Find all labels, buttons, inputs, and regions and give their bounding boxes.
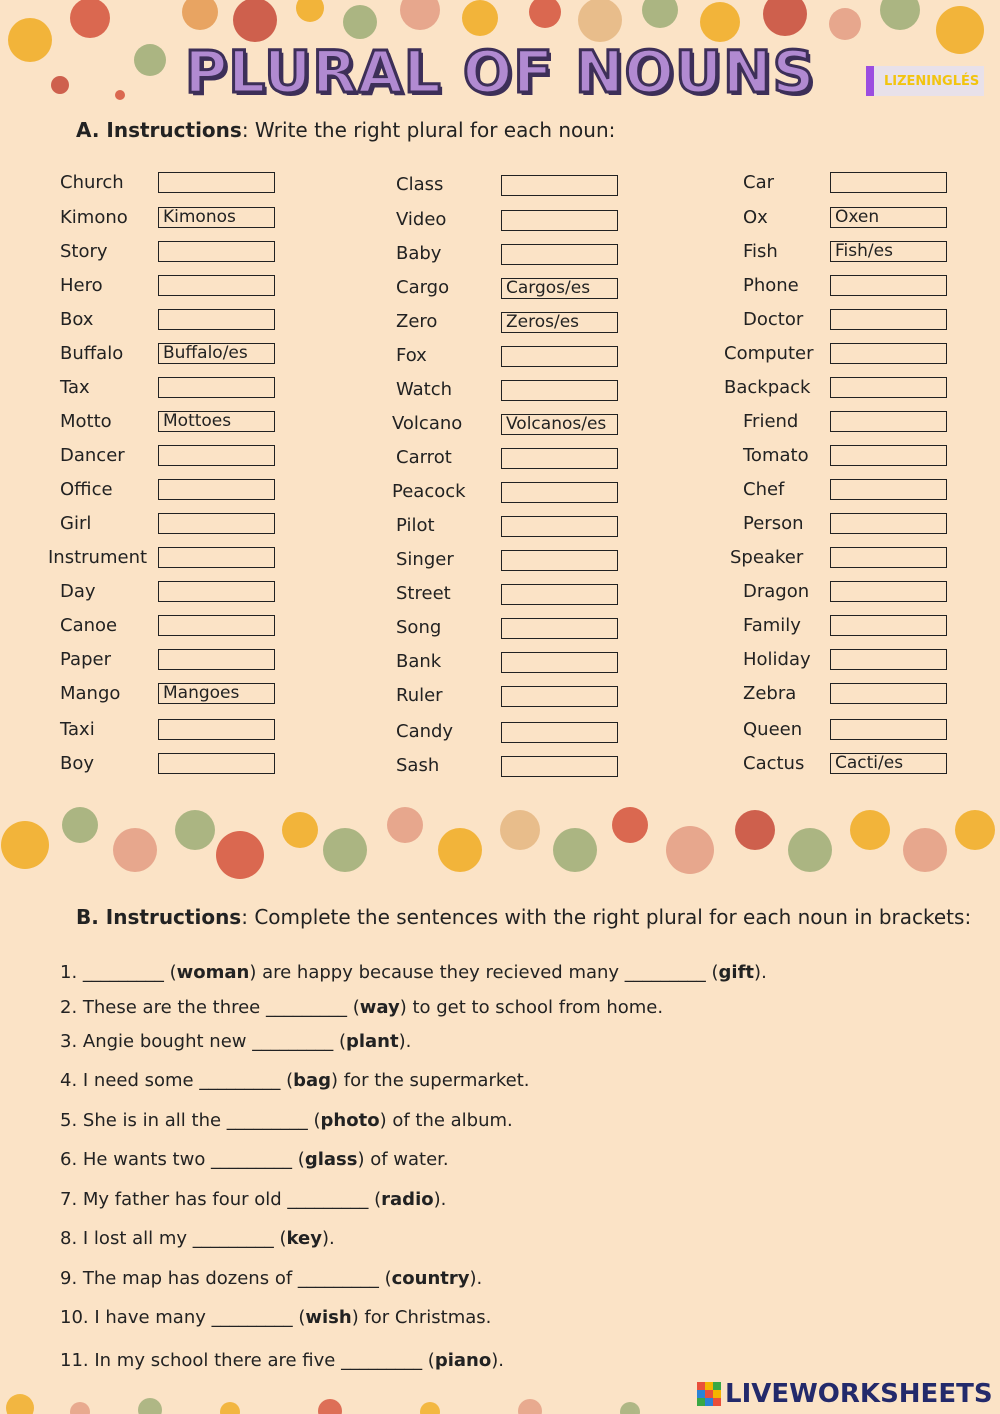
- noun-label: Computer: [724, 343, 814, 364]
- bracket-noun: gift: [718, 962, 755, 983]
- noun-label: Backpack: [724, 377, 811, 398]
- answer-field[interactable]: [830, 172, 947, 193]
- autumn-leaves-divider: [0, 795, 1000, 900]
- noun-label: Fox: [396, 345, 427, 366]
- answer-field[interactable]: [501, 652, 618, 673]
- bracket-noun: country: [391, 1268, 470, 1289]
- noun-label: Song: [396, 617, 442, 638]
- noun-label: Baby: [396, 243, 442, 264]
- sentence-item: [60, 997, 663, 1018]
- sentence-text: 10. I have many _________ (: [60, 1307, 306, 1328]
- sentence-item: [60, 1268, 482, 1289]
- sentence-text: ).: [398, 1031, 412, 1052]
- answer-field[interactable]: Mottoes: [158, 411, 275, 432]
- sentence-text: 3. Angie bought new _________ (: [60, 1031, 346, 1052]
- answer-field[interactable]: [158, 581, 275, 602]
- noun-label: Candy: [396, 721, 454, 742]
- sentence-text: ).: [754, 962, 767, 983]
- sentence-item: [60, 1189, 446, 1210]
- noun-label: Bank: [396, 651, 442, 672]
- sentence-item: [60, 1110, 513, 1131]
- sentence-text: 1. _________ (: [60, 962, 177, 983]
- sentence-text: ) of the album.: [379, 1110, 513, 1131]
- noun-label: Dancer: [60, 445, 125, 466]
- answer-field[interactable]: [501, 380, 618, 401]
- section-a-instructions: [76, 118, 615, 142]
- noun-label: Canoe: [60, 615, 118, 636]
- bracket-noun: key: [286, 1228, 322, 1249]
- answer-field[interactable]: [830, 547, 947, 568]
- answer-field[interactable]: [501, 448, 618, 469]
- sentence-text: ).: [491, 1350, 504, 1371]
- sentence-item: [60, 1307, 491, 1328]
- answer-field[interactable]: [501, 244, 618, 265]
- noun-label: Boy: [60, 753, 95, 774]
- answer-field[interactable]: [830, 683, 947, 704]
- noun-label: Girl: [60, 513, 92, 534]
- noun-label: Pilot: [396, 515, 435, 536]
- noun-label: Day: [60, 581, 96, 602]
- answer-field[interactable]: [830, 411, 947, 432]
- sentence-text: 6. He wants two _________ (: [60, 1149, 305, 1170]
- liveworksheets-logo: [697, 1377, 993, 1411]
- answer-field[interactable]: [158, 377, 275, 398]
- noun-label: Carrot: [396, 447, 452, 468]
- noun-label: Friend: [743, 411, 799, 432]
- noun-label: Class: [396, 174, 444, 195]
- noun-label: Cactus: [743, 753, 805, 774]
- noun-label: Church: [60, 172, 124, 193]
- answer-field[interactable]: Zeros/es: [501, 312, 618, 333]
- bracket-noun: radio: [381, 1189, 434, 1210]
- noun-label: Family: [743, 615, 801, 636]
- answer-field[interactable]: [501, 686, 618, 707]
- noun-label: Video: [396, 209, 447, 230]
- noun-label: Dragon: [743, 581, 810, 602]
- noun-label: Holiday: [743, 649, 811, 670]
- sentence-text: ).: [433, 1189, 447, 1210]
- answer-field[interactable]: [158, 309, 275, 330]
- answer-field[interactable]: Cargos/es: [501, 278, 618, 299]
- noun-label: Person: [743, 513, 804, 534]
- answer-field[interactable]: [830, 275, 947, 296]
- noun-label: Queen: [743, 719, 803, 740]
- section-b-instructions: [76, 905, 971, 929]
- answer-field[interactable]: [830, 513, 947, 534]
- sentence-text: ) for the supermarket.: [331, 1070, 530, 1091]
- sentence-text: 2. These are the three _________ (: [60, 997, 360, 1018]
- answer-field[interactable]: Buffalo/es: [158, 343, 275, 364]
- noun-label: Tax: [60, 377, 90, 398]
- answer-field[interactable]: [158, 445, 275, 466]
- sentence-text: 7. My father has four old _________ (: [60, 1189, 382, 1210]
- noun-label: Zero: [396, 311, 438, 332]
- sentence-item: [60, 962, 767, 983]
- bracket-noun: bag: [293, 1070, 332, 1091]
- noun-label: Car: [743, 172, 774, 193]
- bracket-noun: plant: [345, 1031, 399, 1052]
- noun-label: Volcano: [392, 413, 463, 434]
- noun-label: Speaker: [730, 547, 804, 568]
- noun-label: Office: [60, 479, 113, 500]
- answer-field[interactable]: [501, 175, 618, 196]
- sentence-text: 9. The map has dozens of _________ (: [60, 1268, 392, 1289]
- noun-label: Taxi: [60, 719, 95, 740]
- section-a-text: : Write the right plural for each noun:: [241, 118, 616, 142]
- noun-label: Singer: [396, 549, 454, 570]
- liveworksheets-wordmark: LIVEWORKSHEETS: [725, 1379, 993, 1409]
- answer-field[interactable]: [830, 445, 947, 466]
- answer-field[interactable]: [830, 581, 947, 602]
- sentence-text: ).: [321, 1228, 335, 1249]
- section-b-label: B. Instructions: [76, 905, 242, 929]
- answer-field[interactable]: [830, 649, 947, 670]
- answer-field[interactable]: [501, 584, 618, 605]
- noun-label: Mango: [60, 683, 121, 704]
- sentence-text: ) to get to school from home.: [399, 997, 664, 1018]
- noun-label: Kimono: [60, 207, 128, 228]
- sentence-text: 8. I lost all my _________ (: [60, 1228, 287, 1249]
- noun-label: Street: [396, 583, 451, 604]
- answer-field[interactable]: [158, 172, 275, 193]
- noun-label: Hero: [60, 275, 103, 296]
- sentence-text: 4. I need some _________ (: [60, 1070, 294, 1091]
- sentence-item: [60, 1350, 504, 1371]
- answer-field[interactable]: [501, 722, 618, 743]
- answer-field[interactable]: Volcanos/es: [501, 414, 618, 435]
- answer-field[interactable]: [158, 241, 275, 262]
- liveworksheets-grid-icon: [697, 1382, 721, 1406]
- noun-label: Story: [60, 241, 108, 262]
- answer-field[interactable]: [830, 479, 947, 500]
- sentence-text: ) are happy because they recieved many _________ (: [249, 962, 719, 983]
- answer-field[interactable]: [830, 343, 947, 364]
- noun-label: Instrument: [48, 547, 148, 568]
- noun-label: Fish: [743, 241, 778, 262]
- answer-field[interactable]: [158, 513, 275, 534]
- noun-label: Chef: [743, 479, 785, 500]
- sentence-text: ).: [469, 1268, 483, 1289]
- author-logo: LIZENINGLÉS: [866, 66, 984, 96]
- answer-field[interactable]: [830, 615, 947, 636]
- bracket-noun: piano: [434, 1350, 492, 1371]
- answer-field[interactable]: [158, 649, 275, 670]
- noun-label: Motto: [60, 411, 112, 432]
- noun-label: Buffalo: [60, 343, 124, 364]
- section-b-text: : Complete the sentences with the right plural for each noun in brackets:: [241, 905, 972, 929]
- answer-field[interactable]: [830, 377, 947, 398]
- answer-field[interactable]: [501, 210, 618, 231]
- noun-label: Box: [60, 309, 94, 330]
- sentence-text: 5. She is in all the _________ (: [60, 1110, 321, 1131]
- answer-field[interactable]: [501, 618, 618, 639]
- answer-field[interactable]: [158, 753, 275, 774]
- noun-label: Tomato: [743, 445, 809, 466]
- noun-label: Ox: [743, 207, 768, 228]
- answer-field[interactable]: [158, 479, 275, 500]
- answer-field[interactable]: Mangoes: [158, 683, 275, 704]
- answer-field[interactable]: [501, 482, 618, 503]
- sentence-item: [60, 1070, 529, 1091]
- page-title: PLURAL OF NOUNS: [184, 38, 816, 106]
- bracket-noun: woman: [176, 962, 250, 983]
- answer-field[interactable]: [158, 719, 275, 740]
- answer-field[interactable]: Cacti/es: [830, 753, 947, 774]
- noun-label: Peacock: [392, 481, 466, 502]
- sentence-text: ) of water.: [357, 1149, 449, 1170]
- bracket-noun: wish: [305, 1307, 352, 1328]
- sentence-text: 11. In my school there are five _________ (: [60, 1350, 435, 1371]
- section-a-label: A. Instructions: [76, 118, 242, 142]
- bracket-noun: glass: [304, 1149, 358, 1170]
- sentence-text: ) for Christmas.: [351, 1307, 492, 1328]
- noun-label: Ruler: [396, 685, 443, 706]
- answer-field[interactable]: [830, 719, 947, 740]
- noun-label: Cargo: [396, 277, 450, 298]
- bracket-noun: way: [359, 997, 400, 1018]
- noun-label: Sash: [396, 755, 440, 776]
- noun-label: Doctor: [743, 309, 804, 330]
- answer-field[interactable]: [830, 309, 947, 330]
- sentence-item: [60, 1031, 411, 1052]
- answer-field[interactable]: [158, 275, 275, 296]
- noun-label: Phone: [743, 275, 799, 296]
- noun-label: Zebra: [743, 683, 797, 704]
- answer-field[interactable]: [501, 346, 618, 367]
- answer-field[interactable]: Oxen: [830, 207, 947, 228]
- noun-label: Watch: [396, 379, 453, 400]
- answer-field[interactable]: Fish/es: [830, 241, 947, 262]
- answer-field[interactable]: [501, 516, 618, 537]
- answer-field[interactable]: [501, 756, 618, 777]
- answer-field[interactable]: Kimonos: [158, 207, 275, 228]
- answer-field[interactable]: [501, 550, 618, 571]
- bracket-noun: photo: [320, 1110, 380, 1131]
- sentence-item: [60, 1149, 449, 1170]
- answer-field[interactable]: [158, 547, 275, 568]
- answer-field[interactable]: [158, 615, 275, 636]
- sentence-item: [60, 1228, 335, 1249]
- noun-label: Paper: [60, 649, 111, 670]
